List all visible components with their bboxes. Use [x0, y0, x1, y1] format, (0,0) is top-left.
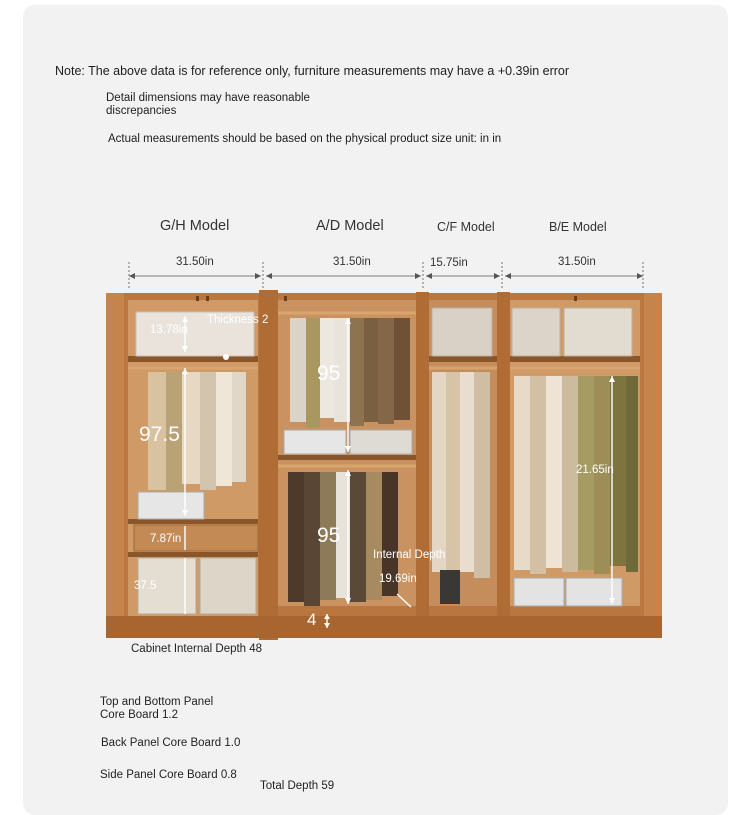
- model-title-be: B/E Model: [549, 220, 607, 234]
- hang-height-gh-label: 97.5: [139, 423, 180, 446]
- spec-total-depth: Total Depth 59: [260, 780, 335, 792]
- spec-top-bottom-line1: Top and Bottom Panel: [100, 696, 214, 708]
- shelf-height-label: 13.78in: [150, 324, 188, 336]
- clothes-ad-upper: [290, 318, 410, 428]
- width-label-ad: 31.50in: [333, 256, 371, 268]
- reference-note: Note: The above data is for reference only, furniture measurements may have a +0.39in error: [55, 64, 570, 78]
- drawer-height-label: 7.87in: [150, 533, 182, 545]
- actual-note: Actual measurements should be based on the physical product size unit: in in: [108, 133, 502, 145]
- spec-top-bottom-panel: [100, 696, 213, 722]
- width-label-gh: 31.50in: [176, 256, 214, 268]
- model-title-ad: A/D Model: [316, 218, 384, 234]
- left-door: [106, 293, 124, 638]
- spec-side-panel: Side Panel Core Board 0.8: [100, 769, 237, 781]
- clothes-cf: [432, 372, 490, 604]
- width-label-cf: 15.75in: [430, 257, 468, 269]
- spec-back-panel: Back Panel Core Board 1.0: [101, 737, 241, 749]
- lower-ad-label: 95: [317, 524, 341, 547]
- width-label-be: 31.50in: [558, 256, 596, 268]
- bottom-gh-label: 37.5: [134, 580, 157, 592]
- internal-depth-label: Internal Depth: [373, 549, 446, 561]
- plinth: [106, 616, 662, 638]
- model-title-cf: C/F Model: [437, 220, 495, 234]
- be-height-label: 21.65in: [576, 464, 614, 476]
- thickness-label: Thickness 2: [207, 314, 269, 326]
- model-title-gh: G/H Model: [160, 218, 230, 234]
- plinth-label: 4: [307, 610, 317, 629]
- right-door: [644, 293, 662, 638]
- panel-cf-be: [497, 292, 510, 638]
- dimension-lines: [129, 262, 643, 290]
- spec-top-bottom-line2: Core Board 1.2: [100, 709, 178, 721]
- panel-gh-ad: [259, 290, 278, 640]
- clothes-ad-lower: [288, 472, 398, 606]
- upper-ad-label: 95: [317, 362, 341, 385]
- internal-depth-value: 19.69in: [379, 573, 417, 585]
- detail-note: Detail dimensions may have reasonable discrepancies: [106, 92, 310, 117]
- cabinet-internal-depth: Cabinet Internal Depth 48: [131, 643, 263, 655]
- panel-ad-cf: [416, 292, 429, 638]
